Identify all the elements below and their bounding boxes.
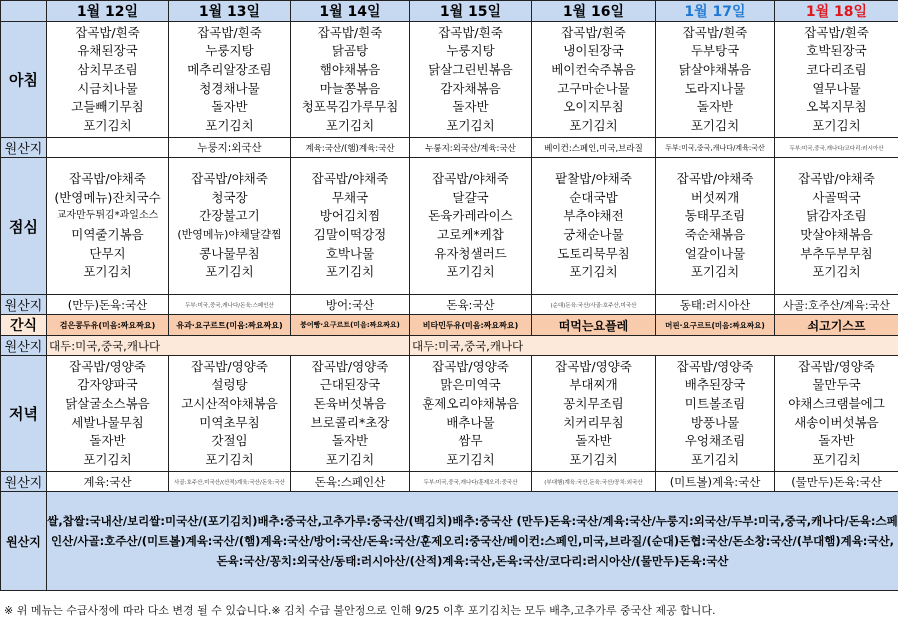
menu-item: 도토리묵무침 <box>557 245 630 261</box>
snack-origin-cell: 대두:미국,중국,캐나다 <box>47 336 410 356</box>
menu-item: 포기김치 <box>325 264 375 280</box>
breakfast-cell <box>47 22 169 138</box>
menu-item: 잡곡밥/흰죽 <box>682 24 748 40</box>
origin-cell: 방어:국산 <box>291 295 410 315</box>
snack-cell: 비타민두유(미음:짜요짜요) <box>410 315 532 336</box>
breakfast-cell <box>775 22 898 138</box>
menu-item: 치커리무침 <box>563 414 624 430</box>
origin-cell: 누룽지:외국산 <box>169 138 291 158</box>
menu-item: 순대국밥 <box>569 189 618 205</box>
menu-item: 세발나물무침 <box>71 414 144 430</box>
menu-item: 콩나물무침 <box>199 245 260 261</box>
menu-item: 잡곡밥/영양죽 <box>191 358 268 374</box>
menu-item: 잡곡밥/야채죽 <box>191 171 268 187</box>
menu-item: 잡곡밥/흰죽 <box>197 24 262 40</box>
menu-item: 두부탕국 <box>690 43 740 59</box>
menu-item: 포기김치 <box>83 451 132 467</box>
menu-item: 오이지무침 <box>563 99 624 115</box>
lunch-cell <box>169 158 291 295</box>
menu-item: 맛살야채볶음 <box>800 227 873 242</box>
menu-item: 잡곡밥/영양죽 <box>69 358 146 374</box>
origin-summary-row <box>1 492 898 591</box>
menu-item: 얼갈이나물 <box>684 245 746 261</box>
menu-item: 사골떡국 <box>812 189 861 205</box>
menu-item: 버섯찌개 <box>690 189 740 205</box>
origin-cell: 사골:호주산/계육:국산 <box>775 295 898 315</box>
menu-item: 단무지 <box>89 245 126 261</box>
breakfast-cell <box>410 22 532 138</box>
origin-cell: 두부:미국,중국,캐나다/훈제오리:중국산 <box>410 472 532 492</box>
dinner-cell <box>291 356 410 472</box>
origin-cell: 돈육:스페인산 <box>291 472 410 492</box>
menu-item: 돌자반 <box>331 433 369 449</box>
day-header-saturday: 1월 17일 <box>656 1 775 22</box>
origin-cell: (부대햄)계육:국산,돈육:국산/꽁치:외국산 <box>532 472 656 492</box>
breakfast-label: 아침 <box>1 22 47 138</box>
snack-cell: 쇠고기스프 <box>775 315 898 336</box>
menu-item: 포기김치 <box>690 264 740 280</box>
menu-item: 잡곡밥/흰죽 <box>561 24 626 40</box>
menu-item: 고구마순나물 <box>557 80 630 96</box>
menu-item: 코다리조림 <box>806 61 867 77</box>
menu-item: 포기김치 <box>446 451 495 467</box>
menu-item: 포기김치 <box>812 117 861 133</box>
day-header: 1월 12일 <box>47 1 169 22</box>
menu-item: 쌈무 <box>458 433 483 449</box>
menu-item: 야채스크램블에그 <box>788 395 885 411</box>
day-header: 1월 15일 <box>410 1 532 22</box>
menu-item: 잡곡밥/야채죽 <box>69 171 146 187</box>
menu-item: 돌자반 <box>452 99 489 115</box>
menu-item: 잡곡밥/흰죽 <box>804 24 869 40</box>
menu-item: 무채국 <box>331 189 369 205</box>
origin-cell: 돈육:국산 <box>410 295 532 315</box>
lunch-cell <box>47 158 169 295</box>
footer-note: ※ 위 메뉴는 수급사정에 따라 다소 변경 될 수 있습니다.※ 김치 수급 불안정으로 인해 9/25 이후 포기김치는 모두 배추,고추가루 중국산 제공 합니다. <box>4 604 716 617</box>
menu-item: 맑은미역국 <box>440 377 501 393</box>
menu-item: 돈육카레라이스 <box>428 208 513 224</box>
dinner-cell <box>532 356 656 472</box>
menu-item: (반영메뉴)야채달걀찜 <box>177 228 282 241</box>
menu-item: 도라지나물 <box>684 80 746 96</box>
menu-item: 포기김치 <box>446 117 495 133</box>
origin-cell: 두부:미국,중국,캐나다/코다리:러시아산 <box>775 138 898 158</box>
menu-item: 청국장 <box>211 189 248 205</box>
dinner-cell <box>47 356 169 472</box>
origin-cell: 계육:국산/(햄)계육:국산 <box>291 138 410 158</box>
menu-item: 호박된장국 <box>806 43 867 59</box>
menu-item: 마늘쫑볶음 <box>319 80 381 96</box>
snack-cell: 떠먹는요플레 <box>532 315 656 336</box>
menu-item: 우엉채조림 <box>684 433 746 449</box>
menu-item: 포기김치 <box>325 117 375 133</box>
menu-item: 돌자반 <box>575 433 612 449</box>
menu-item: 궁채순나물 <box>563 227 624 242</box>
lunch-cell <box>656 158 775 295</box>
menu-item: 닭감자조림 <box>806 208 867 224</box>
snack-label: 간식 <box>1 315 47 336</box>
menu-item: 돌자반 <box>211 99 248 115</box>
menu-item: 동태무조림 <box>684 208 746 224</box>
menu-item: 배추나물 <box>446 414 495 430</box>
menu-item: 돌자반 <box>89 433 126 449</box>
menu-item: 냉이된장국 <box>563 43 624 59</box>
origin-cell: 베이컨:스페인,미국,브라질 <box>532 138 656 158</box>
lunch-cell <box>291 158 410 295</box>
menu-item: 닭살굴소스볶음 <box>65 395 150 411</box>
menu-item: 포기김치 <box>569 264 618 280</box>
menu-item: 잡곡밥/야채죽 <box>798 171 875 187</box>
menu-item: 유채된장국 <box>77 43 138 59</box>
day-header: 1월 14일 <box>291 1 410 22</box>
day-header: 1월 16일 <box>532 1 656 22</box>
breakfast-cell <box>291 22 410 138</box>
origin-cell: 동태:러시아산 <box>656 295 775 315</box>
menu-item: 설렁탕 <box>211 377 248 393</box>
menu-item: 포기김치 <box>812 264 861 280</box>
lunch-row <box>1 158 898 295</box>
menu-item: 방풍나물 <box>690 414 740 430</box>
menu-item: 감자채볶음 <box>440 80 501 96</box>
origin-label: 원산지 <box>1 138 47 158</box>
dinner-origin-row <box>1 472 898 492</box>
menu-item: 베이컨숙주볶음 <box>551 61 636 77</box>
snack-origin-cell: 대두:미국,중국,캐나다 <box>410 336 898 356</box>
menu-item: 돌자반 <box>818 433 855 449</box>
menu-item: 포기김치 <box>690 117 740 133</box>
menu-item: 꽁치무조림 <box>563 395 624 411</box>
menu-item: 잡곡밥/흰죽 <box>438 24 503 40</box>
menu-item: 부추야채전 <box>563 208 624 224</box>
menu-item: 잡곡밥/영양죽 <box>555 358 632 374</box>
menu-item: 잡곡밥/영양죽 <box>311 358 389 374</box>
breakfast-cell <box>656 22 775 138</box>
origin-cell: (미트볼)계육:국산 <box>656 472 775 492</box>
snack-cell: 머핀·요구르트(미음:짜요짜요) <box>656 315 775 336</box>
menu-item: 메추리알장조림 <box>187 61 272 77</box>
menu-item: 돌자반 <box>696 99 734 115</box>
origin-summary-label: 원산지 <box>1 492 47 591</box>
origin-cell: 계육:국산 <box>47 472 169 492</box>
menu-item: 포기김치 <box>569 451 618 467</box>
origin-summary-text: 쌀,찹쌀:국내산/보리쌀:미국산/(포기김치)배추:중국산,고추가루:중국산/(백김치)배추:중국산 (만두)돈육:국산/계육:국산/누룽지:외국산/두부:미국,중국,캐나다/돈육:스페인산/사골:호주산/(미트볼)계육:국산/(햄)계육:국산/방어:국산/돈육:국산/훈제오리:중국산/베이컨:스페인,미국,브라질/(순대)돈협:국산/돈소창:국산/(부대햄)계육:국산,돈육:국산/꽁치:외국산/동태:러시아산/(산적)계육:국산,돈육:국산/코다리:러시아산/(물만두)돈육:국산 <box>47 492 898 591</box>
snack-origin-row <box>1 336 898 356</box>
day-header: 1월 13일 <box>169 1 291 22</box>
corner-cell <box>1 1 47 22</box>
origin-cell: (순대)돈육:국산/사골:호주산,미국산 <box>532 295 656 315</box>
header-row <box>1 1 898 22</box>
menu-item: 유자청샐러드 <box>434 245 507 261</box>
menu-item: 브로콜리*초장 <box>310 414 390 430</box>
menu-item: 죽순채볶음 <box>684 227 746 242</box>
origin-cell: 두부:미국,중국,캐나다/돈육:스페인산 <box>169 295 291 315</box>
menu-item: 달걀국 <box>452 189 489 205</box>
menu-item: 부추두부무침 <box>800 245 873 261</box>
menu-item: 포기김치 <box>569 117 618 133</box>
menu-item: 포기김치 <box>325 451 375 467</box>
menu-item: 고로케*케찹 <box>437 227 504 242</box>
dinner-cell <box>775 356 898 472</box>
menu-item: 닭살그린빈볶음 <box>428 61 513 77</box>
lunch-cell <box>410 158 532 295</box>
menu-item: 포기김치 <box>205 451 254 467</box>
menu-item: 교자만두튀김*과일소스 <box>56 210 159 222</box>
snack-cell: 유과·요구르트(미음:짜요짜요) <box>169 315 291 336</box>
snack-cell: 붕어빵·요구르트(미음:짜요짜요) <box>291 315 410 336</box>
menu-item: 포기김치 <box>205 264 254 280</box>
menu-item: 부대찌개 <box>569 377 618 393</box>
menu-item: 잡곡밥/야채죽 <box>311 171 389 187</box>
origin-label: 원산지 <box>1 336 47 356</box>
menu-item: 방어김치찜 <box>319 208 381 224</box>
dinner-label: 저녁 <box>1 356 47 472</box>
breakfast-cell <box>169 22 291 138</box>
menu-item: 고시산적야채볶음 <box>181 395 278 411</box>
origin-cell <box>47 138 169 158</box>
menu-item: 잡곡밥/영양죽 <box>676 358 754 374</box>
menu-item: 근대된장국 <box>319 377 381 393</box>
menu-item: 훈제오리야채볶음 <box>422 395 519 411</box>
menu-item: 잡곡밥/흰죽 <box>75 24 140 40</box>
dinner-cell <box>656 356 775 472</box>
menu-item: 햄야채볶음 <box>319 61 381 77</box>
origin-cell: (만두)돈육:국산 <box>47 295 169 315</box>
menu-item: 누룽지탕 <box>205 43 254 59</box>
menu-item: 포기김치 <box>446 264 495 280</box>
origin-cell: 사골:호주산,미국산/(산적)계육:국산/돈육:국산 <box>169 472 291 492</box>
menu-item: 포기김치 <box>83 117 132 133</box>
menu-item: 닭살야채볶음 <box>678 61 752 77</box>
menu-item: 포기김치 <box>690 451 740 467</box>
menu-item: 열무나물 <box>812 80 861 96</box>
menu-item: 팥찰밥/야채죽 <box>555 171 632 187</box>
menu-item: 포기김치 <box>812 451 861 467</box>
menu-item: 청포묵김가루무침 <box>301 99 399 115</box>
menu-item: 물만두국 <box>812 377 861 393</box>
origin-cell: 누룽지:외국산/계육:국산 <box>410 138 532 158</box>
dinner-row <box>1 356 898 472</box>
snack-row <box>1 315 898 336</box>
menu-item: 잡곡밥/야채죽 <box>432 171 509 187</box>
menu-item: 잡곡밥/야채죽 <box>676 171 754 187</box>
breakfast-row <box>1 22 898 138</box>
origin-label: 원산지 <box>1 472 47 492</box>
breakfast-cell <box>532 22 656 138</box>
menu-item: 닭곰탕 <box>331 43 369 59</box>
menu-item: 오복지무침 <box>806 99 867 115</box>
lunch-label: 점심 <box>1 158 47 295</box>
menu-item: 삼치무조림 <box>77 61 138 77</box>
menu-item: (반영메뉴)잔치국수 <box>54 189 161 205</box>
menu-item: 청경채나물 <box>199 80 260 96</box>
menu-item: 배추된장국 <box>684 377 746 393</box>
origin-cell: (물만두)돈육:국산 <box>775 472 898 492</box>
breakfast-origin-row <box>1 138 898 158</box>
menu-item: 김말이떡강정 <box>313 227 387 242</box>
origin-cell: 두부:미국,중국,캐나다/계육:국산 <box>656 138 775 158</box>
menu-item: 미트볼조림 <box>684 395 746 411</box>
dinner-cell <box>169 356 291 472</box>
menu-item: 새송이버섯볶음 <box>794 414 879 430</box>
menu-item: 돈육버섯볶음 <box>313 395 387 411</box>
menu-item: 고들빼기무침 <box>71 99 144 115</box>
lunch-origin-row <box>1 295 898 315</box>
snack-cell: 검은콩두유(미음:짜요짜요) <box>47 315 169 336</box>
menu-item: 잡곡밥/영양죽 <box>432 358 509 374</box>
menu-item: 잡곡밥/영양죽 <box>798 358 875 374</box>
dinner-cell <box>410 356 532 472</box>
menu-item: 갓절임 <box>211 433 248 449</box>
menu-item: 간장불고기 <box>199 208 260 224</box>
origin-label: 원산지 <box>1 295 47 315</box>
menu-item: 감자양파국 <box>77 377 138 393</box>
lunch-cell <box>775 158 898 295</box>
menu-item: 시금치나물 <box>77 80 138 96</box>
menu-item: 누룽지탕 <box>446 43 495 59</box>
lunch-cell <box>532 158 656 295</box>
menu-item: 미역줄기볶음 <box>71 227 144 242</box>
menu-item: 미역초무침 <box>199 414 260 430</box>
menu-item: 포기김치 <box>83 264 132 280</box>
day-header-sunday: 1월 18일 <box>775 1 898 22</box>
menu-item: 잡곡밥/흰죽 <box>317 24 383 40</box>
menu-item: 포기김치 <box>205 117 254 133</box>
menu-item: 호박나물 <box>325 245 375 261</box>
